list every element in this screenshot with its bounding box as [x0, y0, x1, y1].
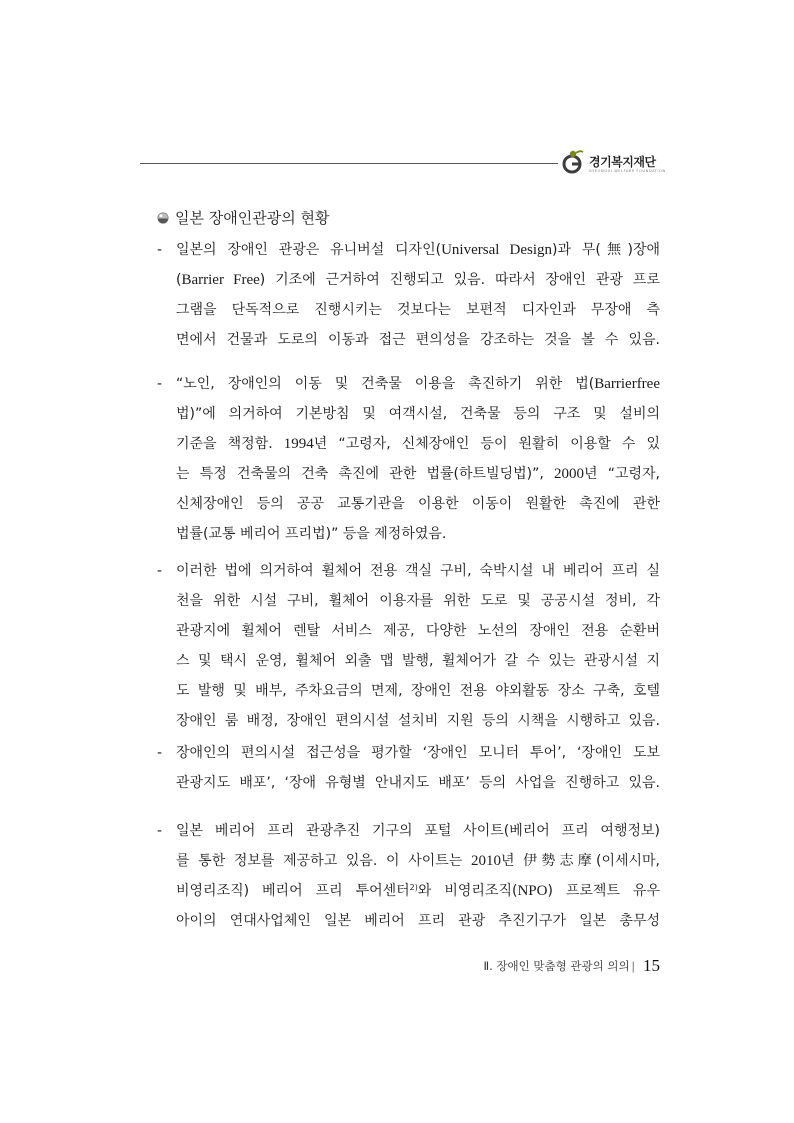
- text-line: 를 통한 정보를 제공하고 있음. 이 사이트는 2010년 伊勢志摩(이세시마,: [176, 853, 660, 869]
- text-line: 는 특정 건축물의 건축 촉진에 관한 법률(하트빌딩법)”, 2000년 “고령자,: [176, 466, 661, 482]
- text-line: 비영리조직) 베리어 프리 투어센터$^{2)}$와 비영리조직(NPO) 프로젝트 유우: [176, 883, 660, 899]
- text-line: 스 및 택시 운영, 휠체어 외출 맵 발행, 휠체어가 갈 수 있는 관광시설 지: [176, 653, 660, 669]
- paragraph-5: [150, 816, 660, 936]
- header-logo: [561, 149, 681, 179]
- text-line: 면에서 건물과 도로의 이동과 접근 편의성을 강조하는 것을 볼 수 있음.: [176, 332, 660, 348]
- section-title: 일본 장애인관광의 현황: [175, 209, 330, 227]
- paragraph-3: [150, 556, 660, 736]
- page-footer: [450, 956, 660, 976]
- text-line: 그램을 단독적으로 진행시키는 것보다는 보편적 디자인과 무장애 측: [176, 302, 660, 318]
- text-line: 천을 위한 시설 구비, 휠체어 이용자를 위한 도로 및 공공시설 정비, 각: [176, 593, 660, 609]
- text-line: - 일본의 장애인 관광은 유니버설 디자인(Universal Design)과 무(無)장애: [150, 235, 660, 265]
- text-line: - “노인, 장애인의 이동 및 건축물 이용을 촉진하기 위한 법(Barrierfree: [150, 369, 660, 399]
- chapter-roman: Ⅱ: [483, 959, 490, 973]
- text-line: 법률(교통 베리어 프리법)” 등을 제정하였음.: [176, 526, 447, 542]
- text-line: 도 발행 및 배부, 주차요금의 면제, 장애인 전용 야외활동 장소 구축, 호텔: [176, 683, 660, 699]
- text-line: 장애인 룸 배정, 장애인 편의시설 설치비 지원 등의 시책을 시행하고 있음.: [176, 713, 660, 729]
- bullet-dash: -: [157, 242, 163, 258]
- org-english-name: GYEONGGI WELFARE FOUNDATION: [589, 169, 666, 173]
- paragraph-1: [150, 235, 660, 355]
- text-line: - 장애인의 편의시설 접근성을 평가할 ‘장애인 모니터 투어’, ‘장애인 도보: [150, 738, 660, 768]
- text-line: 관광지도 배포’, ‘장애 유형별 안내지도 배포’ 등의 사업을 진행하고 있음.: [176, 775, 660, 791]
- page-number: 15: [643, 956, 660, 975]
- text-line: 아이의 연대사업체인 일본 베리어 프리 관광 추진기구가 일본 총무성: [176, 913, 660, 929]
- org-name: 경기복지재단: [589, 155, 656, 169]
- bullet-dash: -: [157, 745, 163, 761]
- text-line: 기준을 책정함. 1994년 “고령자, 신체장애인 등이 원활히 이용할 수 있: [176, 436, 660, 452]
- paragraph-4: [150, 738, 660, 798]
- paragraph-2: [150, 369, 660, 549]
- text-line: - 일본 베리어 프리 관광추진 기구의 포털 사이트(베리어 프리 여행정보): [150, 816, 660, 846]
- header-rule: [140, 163, 558, 164]
- bullet-dash: -: [157, 376, 163, 392]
- text-line: (Barrier Free) 기조에 근거하여 진행되고 있음. 따라서 장애인 관광 프로: [176, 272, 660, 288]
- text-line: 신체장애인 등의 공공 교통기관을 이용한 이동이 원활한 촉진에 관한: [176, 496, 660, 512]
- footer-divider: ǀ: [631, 959, 635, 973]
- text-line: 법)”에 의거하여 기본방침 및 여객시설, 건축물 등의 구조 및 설비의: [176, 406, 660, 422]
- gyeonggi-welfare-foundation-logo-icon: [561, 149, 585, 175]
- text-line: - 이러한 법에 의거하여 휠체어 전용 객실 구비, 숙박시설 내 베리어 프리 실: [150, 556, 660, 586]
- bullet-dash: -: [157, 563, 163, 579]
- chapter-title: . 장애인 맞춤형 관광의 의의: [489, 959, 630, 973]
- section-heading: [157, 207, 329, 228]
- footnote-ref[interactable]: 2): [409, 883, 418, 892]
- text-line: 관광지에 휠체어 렌탈 서비스 제공, 다양한 노선의 장애인 전용 순환버: [176, 623, 660, 639]
- bullet-dash: -: [157, 823, 163, 839]
- bullet-sphere-icon: [157, 212, 169, 224]
